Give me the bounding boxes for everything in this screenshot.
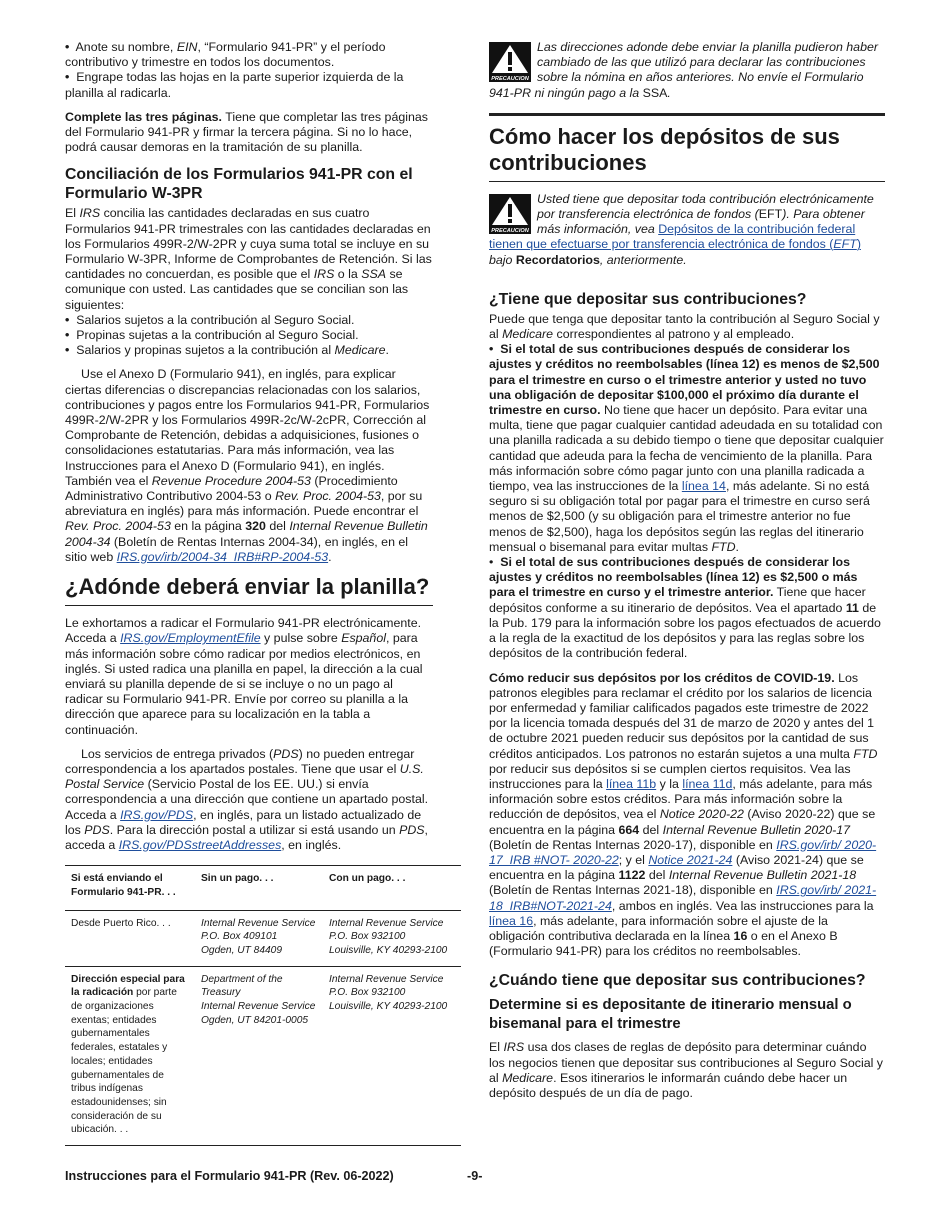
caution-label: PRECAUCION — [491, 227, 529, 234]
must-deposit-heading: ¿Tiene que depositar sus contribuciones? — [489, 290, 807, 308]
table-header-with-payment: Con un pago. . . — [329, 873, 406, 885]
irb-2004-link[interactable]: IRS.gov/irb/2004-34_IRB#RP-2004-53 — [116, 549, 329, 564]
pds-link[interactable]: IRS.gov/PDS — [120, 807, 194, 822]
caution-icon — [489, 194, 531, 234]
when-deposit-heading: ¿Cuándo tiene que depositar sus contribuciones? — [489, 972, 866, 990]
caution-address-change: PRECAUCION Las direcciones adonde debe enviar la planilla pudieron haber cambiado de las que utilizó para declarar las contribuciones sobre la nómina en años anteriores. No envíe el Formulario 941-PR ni ningún pago a la SSA. — [489, 40, 878, 100]
deposit-rule-less-2500: • Si el total de sus contribuciones después de considerar los ajustes y créditos no reembolsables (línea 12) es menos de $2,500 para el trimestre en curso o el trimestre anterior y usted no tuvo una obligación de depositar $100,000 el próximo día durante el trimestre en curso. No tiene que hacer un depósito. Para evitar una multa, tiene que pagar cualquier cantidad adeudada en su totalidad con una planilla radicada a su debido tiempo o tiene que depositar cualquier cantidad que adeuda para la fecha de vencimiento de la planilla. Para más información sobre cómo pagar junto con una planilla radicada a tiempo, vea las instrucciones de la línea 14, más adelante. Si no está seguro si su obligación total por pagar para el trimestre en curso será menos de $2,500 (y su obligación para el trimestre anterior no fue menos de $2,500), haga los depósitos según las reglas del itinerario mensual o bisemanal para evitar multas FTD. — [489, 342, 884, 554]
page-number: -9- — [467, 1169, 483, 1183]
table-cell-address-with-payment: Internal Revenue Service P.O. Box 932100 Louisville, KY 40293-2100 — [329, 917, 448, 956]
when-deposit-paragraph: El IRS usa dos clases de reglas de depósito para determinar cuándo los negocios tienen que depositar sus contribuciones al Seguro Social y al Medicare. Esos itinerarios le informarán cuándo debe hacer un depósito después de un día de pago. — [489, 1040, 883, 1100]
table-cell-address-with-payment: Internal Revenue Service P.O. Box 932100 Louisville, KY 40293-2100 — [329, 973, 448, 1013]
reconciliation-paragraph: El IRS concilia las cantidades declaradas en sus cuatro Formularios 941-PR trimestrales con las cantidades declaradas en los Formularios 499R-2/W-2PR y cuya suma total se incluye en su Formulario W-3PR, Informe de Comprobantes de Retención. Si las cantidades no concuerdan, es posible que el IRS o la SSA se comunique con usted. Las cantidades que se concilian son las siguientes: — [65, 206, 432, 312]
table-header-without-payment: Sin un pago. . . — [201, 873, 274, 885]
table-header-row — [65, 866, 461, 910]
where-paragraph-2: Los servicios de entrega privados (PDS) no pueden entregar correspondencia a los apartados postales. Tiene que usar el U.S. Postal Service (Servicio Postal de los EE. UU.) si envía correspondencia a una dirección que contiene un apartado postal. Acceda a IRS.gov/PDS, en inglés, para un listado actualizado de los PDS. Para la dirección postal a utilizar si está usando un PDS, acceda a IRS.gov/PDSstreetAddresses, en inglés. — [65, 746, 429, 852]
page-footer — [65, 1169, 885, 1183]
caution-label: PRECAUCION — [491, 76, 529, 82]
determine-schedule-heading: Determine si es depositante de itinerario mensual o bisemanal para el trimestre — [489, 997, 852, 1033]
where-to-send-heading: ¿Adónde deberá enviar la planilla? — [65, 574, 433, 606]
line-11b-link[interactable]: línea 11b — [606, 776, 657, 791]
right-column — [489, 40, 885, 1110]
recon-bullet-medicare: • Salarios y propinas sujetos a la contribución al Medicare. — [65, 343, 389, 358]
bullet-name-ein: • Anote su nombre, EIN, “Formulario 941-PR” y el período contributivo y trimestre en todos los documentos. — [65, 40, 386, 70]
irb-2021-link[interactable]: IRS.gov/irb/ 2021-18_IRB#NOT-2021-24 — [489, 883, 877, 913]
irb-2020-link[interactable]: IRS.gov/irb/ 2020-17_IRB #NOT- 2020-22 — [489, 837, 877, 867]
table-header-sending: Si está enviando el Formulario 941-PR. . . — [71, 873, 176, 898]
footer-title: Instrucciones para el Formulario 941-PR (Rev. 06-2022) — [65, 1169, 394, 1183]
schedule-d-paragraph: Use el Anexo D (Formulario 941), en inglés, para explicar ciertas diferencias o discrepancias relacionadas con los salarios, contribuciones y pagos entre los Formularios 941-PR, Formularios 499R-2/W-2PR y los Formularios 499R-2c/W-2cPR, Corrección al Comprobante de Retención, debidas a adquisiciones, fusiones o consolidaciones estatutarias. Para más información, vea las Instrucciones para el Anexo D (Formulario 941), en inglés. También vea el Revenue Procedure 2004-53 (Procedimiento Administrativo Contributivo 2004-53 o Rev. Proc. 2004-53, por su abreviatura en inglés) para más información. Puede encontrar el Rev. Proc. 2004-53 en la página 320 del Internal Revenue Bulletin 2004-34 (Boletín de Rentas Internas 2004-34), en inglés, en el sitio web IRS.gov/irb/2004-34_IRB#RP-2004-53. — [65, 367, 430, 564]
deposits-heading: Cómo hacer los depósitos de sus contribuciones — [489, 113, 885, 182]
recon-bullet-tips: • Propinas sujetas a la contribución al Seguro Social. — [65, 328, 359, 343]
table-cell-address-no-payment: Internal Revenue Service P.O. Box 409101 Ogden, UT 84409 — [201, 917, 316, 956]
where-paragraph-1: Le exhortamos a radicar el Formulario 941-PR electrónicamente. Acceda a IRS.gov/EmploymentEfile y pulse sobre Español, para más información sobre cómo radicar por medios electrónicos, en inglés. Si usted radica una planilla en papel, la dirección a la cual enviará su planilla depende de si se incluye o no un pago al radicar su Formulario 941-PR. Envíe por correo su planilla a la dirección que aparece para su localización en la tabla a continuación. — [65, 616, 423, 737]
line-16-link[interactable]: línea 16 — [489, 913, 534, 928]
table-cell-address-no-payment: Department of the Treasury Internal Revenue Service Ogden, UT 84201-0005 — [201, 973, 316, 1026]
mailing-address-table — [65, 865, 461, 1146]
reconciliation-heading: Conciliación de los Formularios 941-PR con el Formulario W-3PR — [65, 166, 413, 203]
efile-link[interactable]: IRS.gov/EmploymentEfile — [120, 631, 261, 646]
left-column — [65, 40, 448, 1146]
pds-street-addresses-link[interactable]: IRS.gov/PDSstreetAddresses — [118, 837, 282, 852]
table-cell-location: Desde Puerto Rico. . . — [71, 917, 171, 929]
covid-deposit-reduction: Cómo reducir sus depósitos por los créditos de COVID-19. Los patronos elegibles para reclamar el crédito por los salarios de licencia por enfermedad y familiar calificados pagados este trimestre de 2022 por la licencia tomada después del 31 de marzo de 2020 y antes del 1 de octubre 2021 pueden reducir sus depósitos por la cantidad de sus créditos anticipados. Los patronos no estarán sujetos a una multa FTD por reducir sus depósitos si se cumplen ciertos requisitos. Vea las instrucciones para la línea 11b y la línea 11d, más adelante, para más información sobre estos créditos. Para más información sobre la reducción de depósitos, vea el Notice 2020-22 (Aviso 2020-22) que se encuentra en la página 664 del Internal Revenue Bulletin 2020-17 (Boletín de Rentas Internas 2020-17), disponible en IRS.gov/irb/ 2020-17_IRB #NOT- 2020-22; y el Notice 2021-24 (Aviso 2021-24) que se encuentra en la página 1122 del Internal Revenue Bulletin 2021-18 (Boletín de Rentas Internas 2021-18), disponible en IRS.gov/irb/ 2021-18_IRB#NOT-2021-24, ambos en inglés. Vea las instrucciones para la línea 16, más adelante, para información sobre el ajuste de la obligación contributiva declarada en la línea 16 o en el Anexo B (Formulario 941-PR) para los créditos no reembolsables. — [489, 670, 878, 959]
table-cell-location: Dirección especial para la radicación por parte de organizaciones exentas; entidades gubernamentales federales, estatales y locales; entidades gubernamentales de tribus indígenas estadounidenses; sin consideración de su ubicación. . . — [71, 973, 185, 1136]
deposit-rule-2500-or-more: • Si el total de sus contribuciones después de considerar los ajustes y créditos no reembolsables (línea 12) es $2,500 o más para el trimestre en curso y el trimestre anterior. Tiene que hacer depósitos conforme a su itinerario de depósitos. Vea el apartado 11 de la Pub. 179 para la información sobre los pagos efectuados de acuerdo a la regla de la exactitud de los depósitos y para las reglas sobre los depósitos de la contribución federal. — [489, 555, 881, 661]
caution-eft: PRECAUCION Usted tiene que depositar toda contribución electrónicamente por transferencia electrónica de fondos (EFT). Para obtener más información, vea Depósitos de la contribución federal tienen que efectuarse por transferencia electrónica de fondos (EFT) bajo Recordatorios, anteriormente. — [489, 191, 874, 267]
bullet-staple: • Engrape todas las hojas en la parte superior izquierda de la planilla al radicarla. — [65, 70, 404, 100]
must-deposit-intro: Puede que tenga que depositar tanto la contribución al Seguro Social y al Medicare correspondientes al patrono y al empleado. — [489, 311, 880, 342]
table-row — [65, 910, 461, 966]
notice-2021-24-link[interactable]: Notice 2021-24 — [648, 852, 733, 867]
recon-bullet-wages: • Salarios sujetos a la contribución al Seguro Social. — [65, 312, 355, 327]
complete-three-pages: Complete las tres páginas. Tiene que completar las tres páginas del Formulario 941-PR y firmar la tercera página. Si no lo hace, podrá causar demoras en la tramitación de su planilla. — [65, 109, 428, 155]
line-14-link[interactable]: línea 14 — [681, 479, 726, 494]
caution-icon — [489, 42, 531, 82]
eft-deposits-link[interactable]: Depósitos de la contribución federal tienen que efectuarse por transferencia electrónica de fondos (EFT) — [489, 222, 861, 252]
line-11d-link[interactable]: línea 11d — [682, 776, 733, 791]
table-row — [65, 966, 461, 1145]
